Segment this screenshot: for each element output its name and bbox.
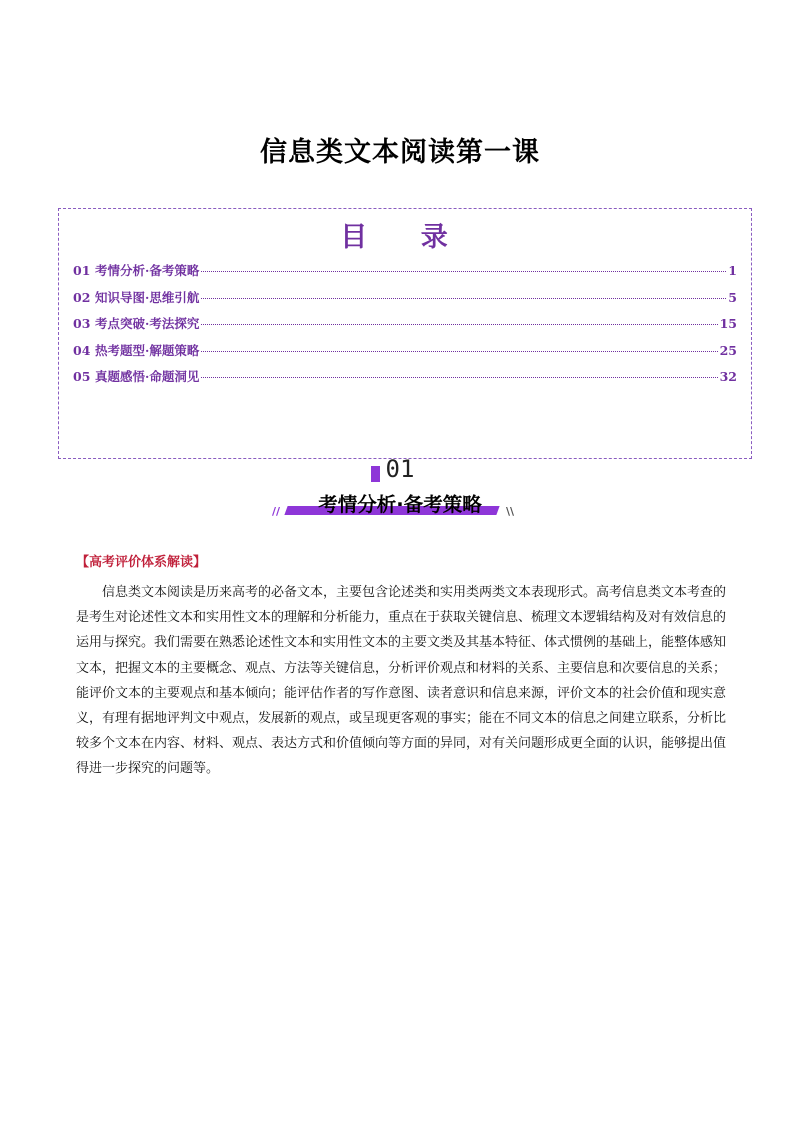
toc-item-number: 03: [73, 316, 91, 332]
toc-item-label: 考点突破·考法探究: [95, 316, 200, 332]
toc-item-label: 考情分析·备考策略: [95, 263, 200, 278]
toc-item-page: 15: [719, 316, 737, 332]
toc-item-label: 真题感悟·命题洞见: [95, 369, 200, 385]
toc-item-label: 知识导图·思维引航: [95, 289, 200, 305]
toc-leader-dots: [201, 271, 726, 272]
toc-item[interactable]: [73, 261, 737, 288]
toc-item-page: 1: [728, 263, 737, 278]
banner-slash-left: //: [272, 505, 281, 518]
toc-item-number: 05: [73, 369, 91, 385]
toc-heading: 目 录: [340, 222, 470, 253]
body-paragraph: 信息类文本阅读是历来高考的必备文本，主要包含论述类和实用类两类文本表现形式。高考信息类文本考查的是考生对论述性文本和实用性文本的理解和分析能力，重点在于获取关键信息、梳理文本逻辑结构及对有效信息的运用与探究。我们需要在熟悉论述性文本和实用性文本的主要文类及其基本特征、体式惯例的基础上，能整体感知文本，把握文本的主要概念、观点、方法等关键信息，分析评价观点和材料的关系、主要信息和次要信息的关系；能评价文本的主要观点和基本倾向；能评估作者的写作意图、读者意识和信息来源，评价文本的社会价值和现实意义，有理有据地评判文中观点，发展新的观点，或呈现更客观的事实；能在不同文本的信息之间建立联系，分析比较多个文本在内容、材料、观点、表达方式和价值倾向等方面的异同，对有关问题形成更全面的认识，能够提出值得进一步探究的问题等。: [76, 585, 727, 777]
toc-leader-dots: [201, 377, 717, 378]
toc-item-page: 25: [719, 342, 737, 358]
document-title: 信息类文本阅读第一课: [260, 137, 540, 168]
toc-list: [73, 261, 737, 394]
toc-item[interactable]: [73, 314, 737, 341]
section-number: 01: [385, 455, 415, 483]
toc-item[interactable]: [73, 288, 737, 315]
toc-item-page: 5: [728, 289, 737, 305]
toc-item-number: 02: [73, 289, 91, 305]
section-title: 考情分析·备考策略: [318, 493, 482, 516]
toc-leader-dots: [201, 351, 717, 352]
toc-item-page: 32: [719, 369, 737, 385]
toc-item-label: 热考题型·解题策略: [95, 342, 200, 358]
toc-item-number: 01: [73, 263, 91, 278]
toc-item[interactable]: [73, 341, 737, 368]
toc-leader-dots: [201, 324, 717, 325]
table-of-contents: [58, 208, 752, 459]
subsection-heading: 【高考评价体系解读】: [76, 555, 207, 570]
toc-item-number: 04: [73, 342, 91, 358]
toc-item[interactable]: [73, 367, 737, 394]
banner-slash-right: \\: [506, 505, 515, 518]
toc-leader-dots: [201, 298, 726, 299]
